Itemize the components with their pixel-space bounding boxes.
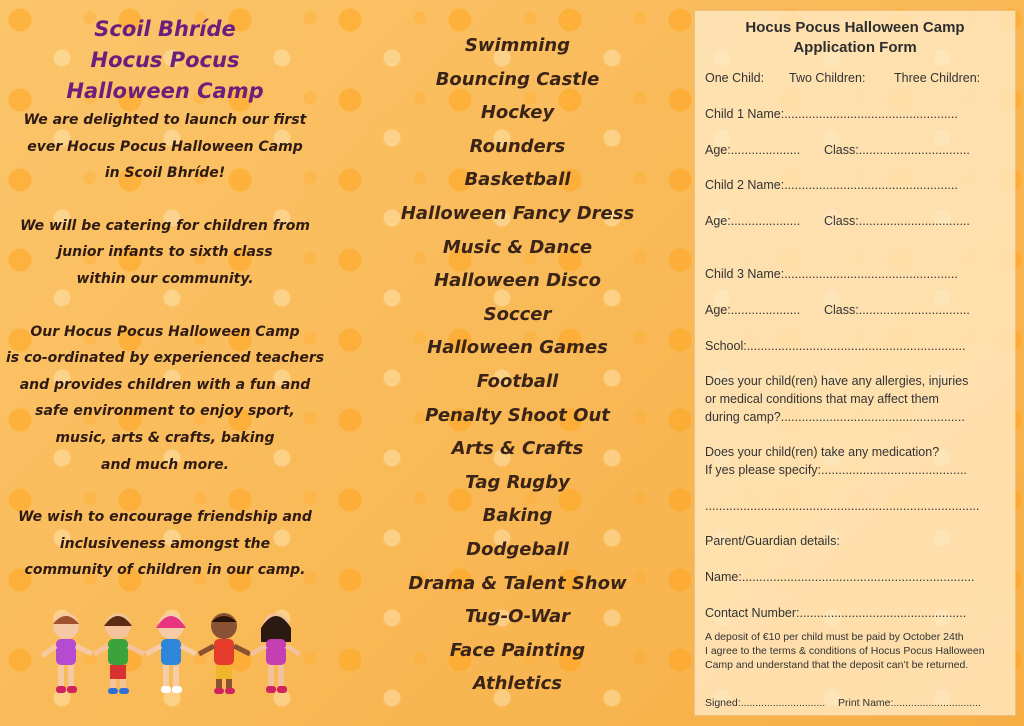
activity-item: Rounders	[469, 135, 566, 157]
allergy-question-line-2: or medical conditions that may affect them	[705, 392, 939, 406]
form-title-line-1: Hocus Pocus Halloween Camp	[745, 19, 965, 36]
activity-item: Hockey	[480, 102, 555, 124]
activity-item: Bouncing Castle	[435, 68, 600, 90]
deposit-notice: A deposit of €10 per child must be paid by October 24th	[705, 631, 964, 643]
school-field[interactable]: School:...............................................................	[705, 339, 966, 353]
child2-name-field[interactable]: Child 2 Name:..................................................	[705, 178, 958, 192]
three-children-field[interactable]: Three Children:	[894, 71, 981, 85]
child3-name-field[interactable]: Child 3 Name:..................................................	[705, 267, 958, 281]
child-figure-1	[42, 613, 92, 693]
title-line-school: Scoil Bhríde	[94, 17, 236, 41]
child2-class-field[interactable]: Class:................................	[824, 214, 970, 228]
contact-number-field[interactable]: Contact Number:................................................	[705, 606, 967, 620]
activity-item: Halloween Games	[427, 337, 608, 359]
intro-line: in Scoil Bhríde!	[104, 165, 226, 182]
intro-line: Our Hocus Pocus Halloween Camp	[30, 323, 300, 340]
child-figure-4	[199, 613, 250, 694]
intro-line: We wish to encourage friendship and	[18, 509, 312, 526]
children-illustration	[36, 608, 306, 696]
intro-line: inclusiveness amongst the	[59, 535, 271, 552]
intro-line: ever Hocus Pocus Halloween Camp	[27, 138, 303, 155]
child-figure-5	[251, 613, 300, 693]
terms-line-2: Camp and understand that the deposit can’t be returned.	[705, 659, 969, 671]
activity-item: Halloween Fancy Dress	[400, 202, 635, 224]
child-figure-2	[94, 613, 144, 694]
child-figure-3	[146, 613, 196, 693]
activity-item: Halloween Disco	[434, 270, 601, 292]
activity-item: Dodgeball	[466, 538, 569, 560]
terms-line-1: I agree to the terms & conditions of Hocus Pocus Halloween	[705, 645, 985, 657]
allergy-question-line-1: Does your child(ren) have any allergies, injuries	[705, 374, 969, 388]
activity-item: Tug-O-War	[464, 606, 571, 628]
child1-class-field[interactable]: Class:................................	[824, 143, 970, 157]
two-children-field[interactable]: Two Children:	[789, 71, 866, 85]
activity-item: Football	[476, 370, 559, 392]
one-child-field[interactable]: One Child:	[705, 71, 765, 85]
activity-item: Face Painting	[449, 639, 586, 661]
intro-line: We are delighted to launch our first	[23, 112, 307, 128]
child1-name-field[interactable]: Child 1 Name:..................................................	[705, 107, 958, 121]
activity-item: Tag Rugby	[465, 471, 570, 493]
activity-item: Baking	[482, 505, 553, 527]
activity-item: Penalty Shoot Out	[425, 404, 610, 426]
child3-class-field[interactable]: Class:................................	[824, 303, 970, 317]
print-name-field[interactable]: Print Name:..............................	[838, 697, 981, 709]
activity-item: Drama & Talent Show	[408, 572, 627, 594]
activity-item: Arts & Crafts	[451, 438, 584, 460]
activity-item: Music & Dance	[442, 236, 593, 258]
allergy-field[interactable]: during camp?.....................................................	[705, 410, 965, 424]
medication-question: Does your child(ren) take any medication?	[705, 445, 940, 459]
activity-item: Swimming	[464, 35, 571, 56]
camp-title	[0, 14, 330, 107]
intro-line: and provides children with a fun and	[19, 376, 311, 393]
activity-item: Athletics	[473, 673, 562, 695]
activities-panel	[340, 0, 695, 726]
medication-field[interactable]: If yes please specify:..........................................	[705, 463, 967, 477]
intro-line: community of children in our camp.	[24, 562, 306, 579]
intro-line: music, arts & crafts, baking	[55, 429, 275, 446]
intro-line: and much more.	[101, 456, 229, 473]
intro-line: junior infants to sixth class	[57, 244, 273, 261]
intro-line: is co-ordinated by experienced teachers	[5, 350, 325, 367]
medication-extra-line[interactable]: ...............................................................................	[705, 499, 980, 513]
intro-text	[0, 107, 330, 584]
child1-age-field[interactable]: Age:....................	[705, 143, 801, 157]
parent-details-heading: Parent/Guardian details:	[705, 534, 840, 548]
form-title-line-2: Application Form	[793, 39, 917, 56]
parent-name-field[interactable]: Name:...................................................................	[705, 570, 975, 584]
title-line-halloween: Halloween Camp	[66, 79, 264, 103]
activity-item: Basketball	[464, 169, 571, 191]
intro-line: safe environment to enjoy sport,	[35, 403, 295, 420]
intro-line: within our community.	[76, 270, 254, 287]
child3-age-field[interactable]: Age:....................	[705, 303, 801, 317]
child2-age-field[interactable]: Age:....................	[705, 214, 801, 228]
activity-item: Soccer	[483, 303, 552, 325]
application-form	[694, 10, 1016, 716]
intro-panel	[0, 0, 330, 726]
intro-line: We will be catering for children from	[20, 217, 310, 234]
title-line-camp: Hocus Pocus	[90, 48, 240, 72]
form-title	[695, 18, 1015, 58]
activities-list	[340, 29, 695, 701]
signed-field[interactable]: Signed:.............................	[705, 697, 826, 709]
